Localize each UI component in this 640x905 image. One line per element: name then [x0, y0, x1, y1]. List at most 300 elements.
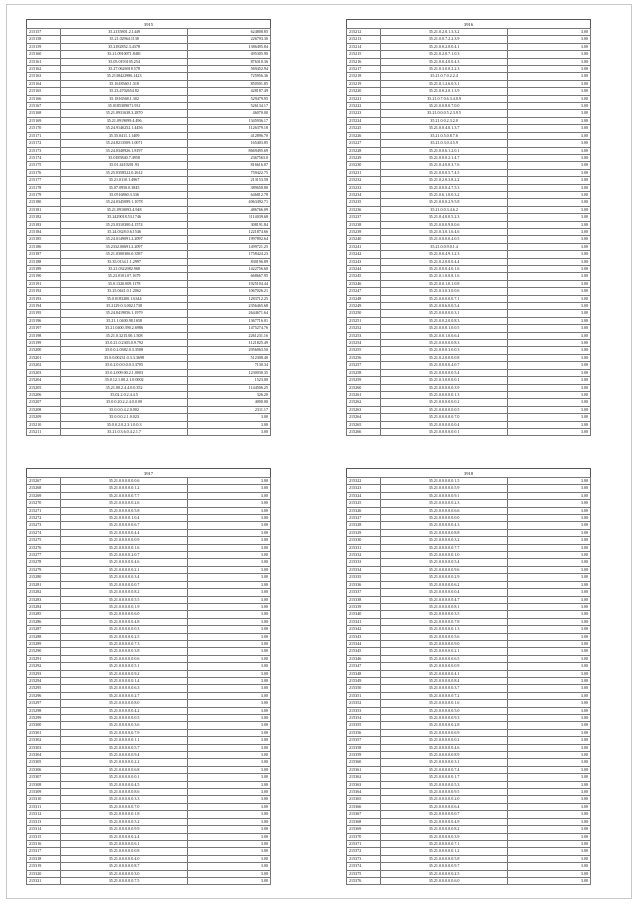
row-value-cell: 213153.58 [188, 177, 271, 184]
table-row [347, 88, 591, 95]
row-code-cell: 35.21.0.0.0.0.0.9.5 [381, 789, 508, 796]
row-value-cell: 3.00 [508, 266, 591, 273]
row-code-cell: 35.21.0.0.0.0.0.6.3 [61, 685, 188, 692]
table-row [27, 626, 271, 633]
row-value-cell: 850501.85 [188, 80, 271, 87]
row-id-cell: 215198 [27, 332, 61, 339]
table-row [347, 73, 591, 80]
row-id-cell: 215242 [347, 251, 381, 258]
row-value-cell: 3.00 [188, 715, 271, 722]
table-row [27, 132, 271, 139]
row-id-cell: 215370 [347, 833, 381, 840]
row-code-cell: 35.21.0.5.0.8.7.6 [381, 132, 508, 139]
row-code-cell: 35.21.0.0.4.9.1.2.3 [381, 251, 508, 258]
row-code-cell: 35.0.0.2.0382.0.3.3508 [61, 347, 188, 354]
row-value-cell: 3.00 [188, 737, 271, 744]
row-code-cell: 35.21.0.0.0.0.0.1.2 [381, 848, 508, 855]
row-value-cell: 3.00 [508, 228, 591, 235]
row-id-cell: 215337 [347, 589, 381, 596]
row-code-cell: 35.21.0.0.0.0.0.4.6 [61, 559, 188, 566]
row-value-cell: 646812.78 [188, 191, 271, 198]
row-id-cell: 215338 [347, 596, 381, 603]
row-value-cell: 3.00 [508, 288, 591, 295]
row-id-cell: 215236 [347, 206, 381, 213]
row-value-cell: 3.00 [508, 848, 591, 855]
row-value-cell: 2367563.0 [188, 154, 271, 161]
table-row [27, 715, 271, 722]
row-value-cell: 2644671.64 [188, 310, 271, 317]
row-code-cell: 35.21.0.0.0.0.0.2.1 [381, 648, 508, 655]
row-id-cell: 215316 [27, 840, 61, 847]
table-row [347, 789, 591, 796]
row-value-cell: 3.00 [188, 685, 271, 692]
row-code-cell: 35.25.0441.0.1.2062 [61, 288, 188, 295]
row-id-cell: 215209 [27, 414, 61, 421]
table-row [27, 492, 271, 499]
row-id-cell: 215304 [27, 752, 61, 759]
row-id-cell: 215157 [27, 29, 61, 36]
table-row [27, 428, 271, 435]
row-id-cell: 215307 [27, 774, 61, 781]
row-code-cell: 35.21.0.0.0.0.0.5.7 [61, 744, 188, 751]
table-row [347, 369, 591, 376]
row-value-cell: 3.00 [188, 537, 271, 544]
row-id-cell: 215318 [27, 855, 61, 862]
row-id-cell: 215258 [347, 369, 381, 376]
table-row [347, 633, 591, 640]
table-row [27, 184, 271, 191]
row-code-cell: 35.21.0.0.0.0.0.5.6 [381, 633, 508, 640]
row-id-cell: 215251 [347, 317, 381, 324]
table-row [27, 51, 271, 58]
row-id-cell: 215212 [347, 29, 381, 36]
row-id-cell: 215240 [347, 236, 381, 243]
table-row [347, 95, 591, 102]
table-row [347, 36, 591, 43]
row-id-cell: 215267 [27, 478, 61, 485]
row-id-cell: 215244 [347, 266, 381, 273]
row-value-cell: 226793.30 [188, 36, 271, 43]
row-id-cell: 215373 [347, 855, 381, 862]
table-row [347, 295, 591, 302]
row-value-cell: 3.00 [188, 428, 271, 435]
table-panel-1 [26, 19, 271, 436]
row-id-cell: 215264 [347, 414, 381, 421]
row-value-cell: 1367716.01 [188, 317, 271, 324]
row-value-cell: 3.00 [508, 362, 591, 369]
row-id-cell: 215172 [27, 140, 61, 147]
row-code-cell: 35.21.0.0.0.0.0.0.2 [381, 399, 508, 406]
row-id-cell: 215313 [27, 818, 61, 825]
row-id-cell: 215342 [347, 626, 381, 633]
row-id-cell: 215257 [347, 362, 381, 369]
row-value-cell: 3.00 [188, 870, 271, 877]
row-value-cell: 3.00 [508, 700, 591, 707]
table-row [347, 796, 591, 803]
row-code-cell: 35.21.0.0.0.0.0.5.5 [61, 596, 188, 603]
row-value-cell: 3.00 [508, 51, 591, 58]
row-id-cell: 215239 [347, 228, 381, 235]
row-value-cell: 1758424.23 [188, 251, 271, 258]
row-id-cell: 215181 [27, 206, 61, 213]
table-row [347, 648, 591, 655]
row-id-cell: 215185 [27, 236, 61, 243]
row-code-cell: 35.21.0.3215.00.1.508 [61, 332, 188, 339]
row-id-cell: 215341 [347, 618, 381, 625]
row-id-cell: 215301 [27, 729, 61, 736]
table-panel-2 [346, 19, 591, 436]
row-id-cell: 215261 [347, 391, 381, 398]
row-value-cell: 3.00 [508, 147, 591, 154]
row-value-cell: 1144506.25 [188, 384, 271, 391]
table-row [27, 295, 271, 302]
row-value-cell: 3.00 [508, 796, 591, 803]
row-id-cell: 215170 [27, 125, 61, 132]
row-value-cell: 759422.75 [188, 169, 271, 176]
row-value-cell: 3.00 [508, 855, 591, 862]
row-code-cell: 35.0185309071.931 [61, 103, 188, 110]
table-row [27, 478, 271, 485]
row-value-cell: 3.00 [508, 280, 591, 287]
row-value-cell: 1126379.18 [188, 125, 271, 132]
table-row [27, 29, 271, 36]
table-row [347, 685, 591, 692]
row-code-cell: 35.21.0910071.8481 [61, 51, 188, 58]
row-value-cell: 2311.17 [188, 406, 271, 413]
table-row [347, 833, 591, 840]
row-id-cell: 215272 [27, 515, 61, 522]
row-id-cell: 215278 [27, 559, 61, 566]
row-value-cell: 3.00 [508, 670, 591, 677]
row-id-cell: 215296 [27, 692, 61, 699]
table-row [27, 685, 271, 692]
row-code-cell: 35.21.0.0.0.0.0.0.8 [61, 848, 188, 855]
table-row [27, 88, 271, 95]
row-code-cell: 35.21.0.0.6.1.2.0.1 [381, 147, 508, 154]
table-row [27, 818, 271, 825]
table-row [347, 581, 591, 588]
table-row [347, 310, 591, 317]
row-id-cell: 215166 [27, 95, 61, 102]
row-value-cell: 3.00 [508, 421, 591, 428]
row-code-cell: 35.21.0.2.0.7.1.0.3 [381, 51, 508, 58]
table-row [27, 603, 271, 610]
row-id-cell: 215203 [27, 369, 61, 376]
table-row [347, 317, 591, 324]
row-code-cell: 35.21.0.0.0.0.1.0.4 [61, 515, 188, 522]
row-id-cell: 215358 [347, 744, 381, 751]
table-row [347, 29, 591, 36]
row-id-cell: 215365 [347, 796, 381, 803]
table-row [27, 833, 271, 840]
row-code-cell: 35.21.0.0.0.0.4.0.5 [381, 236, 508, 243]
row-value-cell: 3.00 [188, 826, 271, 833]
table-row [347, 258, 591, 265]
row-id-cell: 215363 [347, 781, 381, 788]
row-id-cell: 215188 [27, 258, 61, 265]
row-id-cell: 215174 [27, 154, 61, 161]
row-value-cell: 3.00 [508, 184, 591, 191]
row-value-cell: 3.00 [508, 125, 591, 132]
row-code-cell: 35.21.0.4.0.0.3.7.6 [381, 162, 508, 169]
row-value-cell: 3.00 [188, 529, 271, 536]
row-code-cell: 35.21.0.0.0.0.2.0.7 [61, 552, 188, 559]
table-row [347, 384, 591, 391]
row-value-cell: 3.00 [188, 840, 271, 847]
row-id-cell: 215347 [347, 663, 381, 670]
table-row [27, 354, 271, 361]
table-row [27, 640, 271, 647]
table-row [27, 162, 271, 169]
row-id-cell: 215343 [347, 633, 381, 640]
row-code-cell: 35.21.0.0.0.0.0.6.9 [381, 729, 508, 736]
row-id-cell: 215355 [347, 722, 381, 729]
row-value-cell: 3.00 [508, 663, 591, 670]
row-code-cell: 35.2138422986.1423 [61, 73, 188, 80]
table-row [27, 789, 271, 796]
row-code-cell: 35.21.0.0.0.0.0.3.8 [61, 648, 188, 655]
row-code-cell: 35.21.0.3.0.0.2.2.3 [381, 66, 508, 73]
row-value-cell: 3.00 [508, 707, 591, 714]
table-row [27, 811, 271, 818]
row-value-cell: 3.00 [188, 633, 271, 640]
row-value-cell: 3.00 [508, 552, 591, 559]
row-code-cell: 35.24.0345089.1.1078 [61, 199, 188, 206]
row-code-cell: 35.21.0.0.0.0.0.2.7 [61, 692, 188, 699]
row-code-cell: 35.0.0183200.1.6344 [61, 295, 188, 302]
table-row [27, 406, 271, 413]
table-row [27, 58, 271, 65]
row-value-cell: 3.00 [508, 826, 591, 833]
table-row [27, 228, 271, 235]
table-row [27, 117, 271, 124]
row-id-cell: 215315 [27, 833, 61, 840]
row-value-cell: 3.00 [508, 303, 591, 310]
row-code-cell: 35.21.0.2.0.0.0.4.4 [381, 258, 508, 265]
row-id-cell: 215224 [347, 117, 381, 124]
row-id-cell: 215292 [27, 663, 61, 670]
row-id-cell: 215215 [347, 51, 381, 58]
row-id-cell: 215246 [347, 280, 381, 287]
table-row [347, 744, 591, 751]
row-code-cell: 35.24.0340926.1.8197 [61, 147, 188, 154]
row-value-cell: 3.00 [508, 36, 591, 43]
row-value-cell: 3.00 [508, 574, 591, 581]
table-panel-3 [26, 468, 271, 885]
row-code-cell: 35.21.0.0.0.0.0.9.3 [381, 715, 508, 722]
row-id-cell: 215167 [27, 103, 61, 110]
row-value-cell: 3.00 [508, 340, 591, 347]
row-id-cell: 215265 [347, 421, 381, 428]
table-row [347, 162, 591, 169]
table-row [27, 537, 271, 544]
table-row [347, 737, 591, 744]
row-id-cell: 215303 [27, 744, 61, 751]
row-value-cell: 3.00 [508, 737, 591, 744]
row-code-cell: 35.21.0.0.4.0.0.4.3 [381, 58, 508, 65]
row-id-cell: 215204 [27, 377, 61, 384]
row-code-cell: 35.21.0.0.0.0.0.1.3 [381, 391, 508, 398]
row-id-cell: 215197 [27, 325, 61, 332]
table-row [27, 485, 271, 492]
table-row [347, 266, 591, 273]
row-id-cell: 215259 [347, 377, 381, 384]
row-code-cell: 35.2429018.53.1746 [61, 214, 188, 221]
row-code-cell: 35.23.0310300.4.1574 [61, 221, 188, 228]
row-code-cell: 35.21.0.0.0.0.0.1.6 [61, 544, 188, 551]
row-code-cell: 35.21.0.0.0.0.0.4.8 [61, 618, 188, 625]
row-code-cell: 35.0.12.1.00.2.1.0.0002 [61, 377, 188, 384]
table-row [347, 428, 591, 435]
row-id-cell: 215262 [347, 399, 381, 406]
table-row [347, 870, 591, 877]
row-code-cell: 35.21.0.0.0.0.0.9.9 [61, 826, 188, 833]
row-code-cell: 35.24.0328.0.6.1546 [61, 228, 188, 235]
row-value-cell: 3.00 [508, 66, 591, 73]
row-id-cell: 215357 [347, 737, 381, 744]
row-id-cell: 215263 [347, 406, 381, 413]
row-value-cell: 3.00 [508, 833, 591, 840]
row-code-cell: 35.21.0.0.0.0.0.6.2 [381, 581, 508, 588]
row-code-cell: 35.21.0.0.0.0.0.0.0 [381, 515, 508, 522]
row-code-cell: 35.21.0.2.0.0.0.0.8 [381, 354, 508, 361]
row-code-cell: 35.21.0.0.0.0.0.5.8 [61, 507, 188, 514]
row-code-cell: 35.21.0.0.0.0.0.7.3 [61, 640, 188, 647]
table-row [347, 670, 591, 677]
row-id-cell: 215218 [347, 73, 381, 80]
row-value-cell: 308191.84 [188, 221, 271, 228]
row-value-cell: 3.00 [508, 117, 591, 124]
row-code-cell: 35.21.0.0.4.0.1.3.7 [381, 125, 508, 132]
row-code-cell: 35.21.0.0.0.0.0.8.1 [381, 603, 508, 610]
table-row [347, 251, 591, 258]
document-page [6, 4, 632, 899]
row-code-cell: 35.21.0.0.0.0.0.7.0 [381, 414, 508, 421]
row-value-cell: 3.00 [508, 537, 591, 544]
row-code-cell: 35.21.0.0.0.0.0.9.6 [381, 566, 508, 573]
row-value-cell: 3.00 [508, 88, 591, 95]
row-value-cell: 3.00 [508, 648, 591, 655]
row-id-cell: 215191 [27, 280, 61, 287]
row-value-cell: 3.00 [188, 640, 271, 647]
row-id-cell: 215243 [347, 258, 381, 265]
table-row [27, 744, 271, 751]
row-id-cell: 215235 [347, 199, 381, 206]
row-id-cell: 215186 [27, 243, 61, 250]
row-value-cell: 46070.00 [188, 110, 271, 117]
table-row [347, 478, 591, 485]
row-code-cell: 35.21.0.0.0.0.0.7.7 [61, 492, 188, 499]
row-value-cell: 3.00 [188, 707, 271, 714]
row-id-cell: 215286 [27, 618, 61, 625]
row-code-cell: 35.21.0.0.9.0.1.4 [381, 243, 508, 250]
row-code-cell: 35.35.0134.1.1.2997 [61, 258, 188, 265]
table-row [347, 125, 591, 132]
row-id-cell: 215164 [27, 80, 61, 87]
table-row [347, 177, 591, 184]
row-id-cell: 215291 [27, 655, 61, 662]
row-code-cell: 35.21.0.0.0.0.0.0.1 [381, 428, 508, 435]
row-code-cell: 35.21.0.7.0.6.3.4.0.9 [381, 95, 508, 102]
row-code-cell: 35.0.1320.009.1178 [61, 280, 188, 287]
row-value-cell: 3.00 [508, 596, 591, 603]
row-id-cell: 215319 [27, 863, 61, 870]
table-row [27, 692, 271, 699]
row-value-cell: 3.00 [508, 177, 591, 184]
row-value-cell: 165403.85 [188, 140, 271, 147]
row-id-cell: 215266 [347, 428, 381, 435]
row-code-cell: 35.21.0.0.0.0.0.4.6 [381, 744, 508, 751]
row-value-cell: 3.00 [508, 399, 591, 406]
table-row [347, 362, 591, 369]
table-row [347, 191, 591, 198]
table-row [347, 280, 591, 287]
row-code-cell: 35.21.0.0.0.2.9.5.8 [381, 199, 508, 206]
row-code-cell: 35.21.0110.1.4967 [61, 177, 188, 184]
table-row [347, 140, 591, 147]
row-value-cell: 3.00 [508, 744, 591, 751]
row-value-cell: 3.00 [188, 485, 271, 492]
row-value-cell: 3.00 [188, 781, 271, 788]
table-row [27, 43, 271, 50]
row-value-cell: 326.20 [188, 391, 271, 398]
table-row [347, 574, 591, 581]
table-row [347, 603, 591, 610]
row-id-cell: 215305 [27, 759, 61, 766]
table-row [347, 66, 591, 73]
table-row [27, 273, 271, 280]
panel-title: 3915 [26, 19, 271, 28]
row-value-cell: 1121825.49 [188, 340, 271, 347]
table-row [27, 384, 271, 391]
table-row [347, 80, 591, 87]
row-code-cell: 35.21.0322082.968 [61, 266, 188, 273]
row-id-cell: 215330 [347, 537, 381, 544]
row-id-cell: 215367 [347, 811, 381, 818]
row-id-cell: 215248 [347, 295, 381, 302]
row-value-cell: 3.00 [508, 295, 591, 302]
row-code-cell: 35.21.0.0.0.0.4.0.7 [381, 362, 508, 369]
table-row [27, 566, 271, 573]
table-row [27, 177, 271, 184]
row-code-cell: 35.21.0.0.0.0.0.2.9 [381, 574, 508, 581]
row-id-cell: 215176 [27, 169, 61, 176]
table-row [27, 303, 271, 310]
row-code-cell: 35.21.0.0.0.0.0.8.6 [61, 789, 188, 796]
table-row [27, 781, 271, 788]
row-code-cell: 35.21.0.0.0.0.0.9.2 [61, 670, 188, 677]
table-row [27, 317, 271, 324]
row-code-cell: 35.21.0.0.0.0.0.5.3 [381, 781, 508, 788]
table-row [27, 258, 271, 265]
row-code-cell: 35.21.0.0.0.0.0.3.9 [381, 833, 508, 840]
table-row [27, 310, 271, 317]
row-id-cell: 215260 [347, 384, 381, 391]
row-value-cell: 3.00 [188, 848, 271, 855]
row-value-cell: 3.00 [508, 877, 591, 884]
row-value-cell: 1925104.44 [188, 280, 271, 287]
row-code-cell: 35.21.0.0.0.0.0.3.9 [381, 384, 508, 391]
row-value-cell: 412896.70 [188, 132, 271, 139]
row-id-cell: 215227 [347, 140, 381, 147]
row-code-cell: 35.21.0.0.0.0.0.7.1 [381, 295, 508, 302]
table-row [27, 391, 271, 398]
row-id-cell: 215300 [27, 722, 61, 729]
row-value-cell: 1230030.35 [188, 369, 271, 376]
row-value-cell: 3.00 [508, 863, 591, 870]
row-value-cell: 3.00 [188, 552, 271, 559]
row-code-cell: 35.21.0400.390.2.6986 [61, 325, 188, 332]
